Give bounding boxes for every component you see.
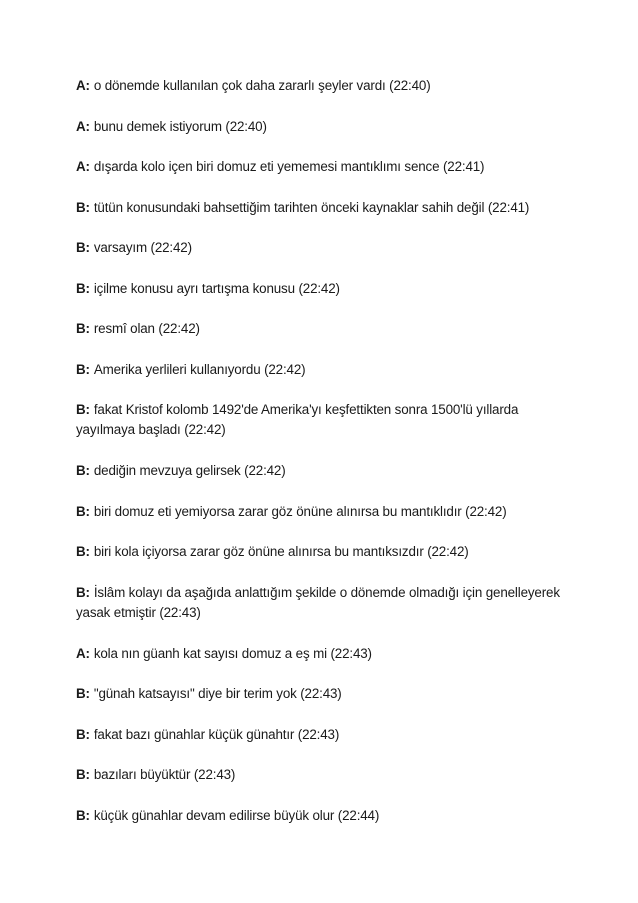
chat-transcript [76,76,566,846]
speaker-label: B: [76,807,90,823]
speaker-label: A: [76,118,90,134]
chat-message [76,542,566,562]
chat-message [76,238,566,258]
chat-message [76,684,566,704]
chat-message [76,400,566,440]
message-text: bunu demek istiyorum (22:40) [93,118,267,134]
speaker-label: B: [76,402,90,417]
message-text: biri kola içiyorsa zarar göz önüne alınırsa bu mantıksızdır (22:42) [93,544,469,559]
chat-message [76,765,566,785]
speaker-label: B: [76,463,90,478]
chat-message [76,319,566,339]
speaker-label: B: [76,584,90,600]
chat-message [76,157,566,177]
chat-message [76,461,566,481]
message-text: fakat bazı günahlar küçük günahtır (22:43) [93,726,340,742]
speaker-label: B: [76,544,90,559]
speaker-label: B: [76,686,90,701]
chat-message [76,583,566,623]
speaker-label: B: [76,767,90,782]
speaker-label: A: [76,645,90,661]
message-text: İslâm kolayı da aşağıda anlattığım şekilde o dönemde olmadığı için genelleyerek yasak etmiştir (22:43) [76,584,560,620]
speaker-label: A: [76,78,90,93]
speaker-label: B: [76,280,90,296]
message-text: küçük günahlar devam edilirse büyük olur (22:44) [93,807,380,823]
speaker-label: B: [76,726,90,742]
speaker-label: B: [76,240,90,255]
chat-message [76,279,566,299]
message-text: varsayım (22:42) [93,240,192,255]
message-text: bazıları büyüktür (22:43) [93,767,236,782]
message-text: tütün konusundaki bahsettiğim tarihten önceki kaynaklar sahih değil (22:41) [93,199,530,215]
chat-message [76,360,566,380]
speaker-label: B: [76,321,90,336]
speaker-label: B: [76,361,90,377]
chat-message [76,644,566,664]
chat-message [76,806,566,826]
message-text: kola nın güanh kat sayısı domuz a eş mi (22:43) [93,645,372,661]
message-text: fakat Kristof kolomb 1492'de Amerika'yı keşfettikten sonra 1500'lü yıllarda yayılmaya başladı (22:42) [76,402,519,437]
speaker-label: A: [76,159,90,174]
message-text: resmî olan (22:42) [93,321,200,336]
chat-message [76,502,566,522]
message-text: "günah katsayısı" diye bir terim yok (22:43) [93,686,342,701]
speaker-label: B: [76,503,90,519]
message-text: dediğin mevzuya gelirsek (22:42) [93,463,286,478]
speaker-label: B: [76,199,90,215]
message-text: dışarda kolo içen biri domuz eti yememesi mantıklımı sence (22:41) [93,159,485,174]
message-text: o dönemde kullanılan çok daha zararlı şeyler vardı (22:40) [93,78,431,93]
chat-message [76,725,566,745]
chat-message [76,76,566,96]
message-text: içilme konusu ayrı tartışma konusu (22:42) [93,280,340,296]
chat-message [76,198,566,218]
message-text: Amerika yerlileri kullanıyordu (22:42) [93,361,306,377]
chat-message [76,117,566,137]
message-text: biri domuz eti yemiyorsa zarar göz önüne alınırsa bu mantıklıdır (22:42) [93,503,507,519]
